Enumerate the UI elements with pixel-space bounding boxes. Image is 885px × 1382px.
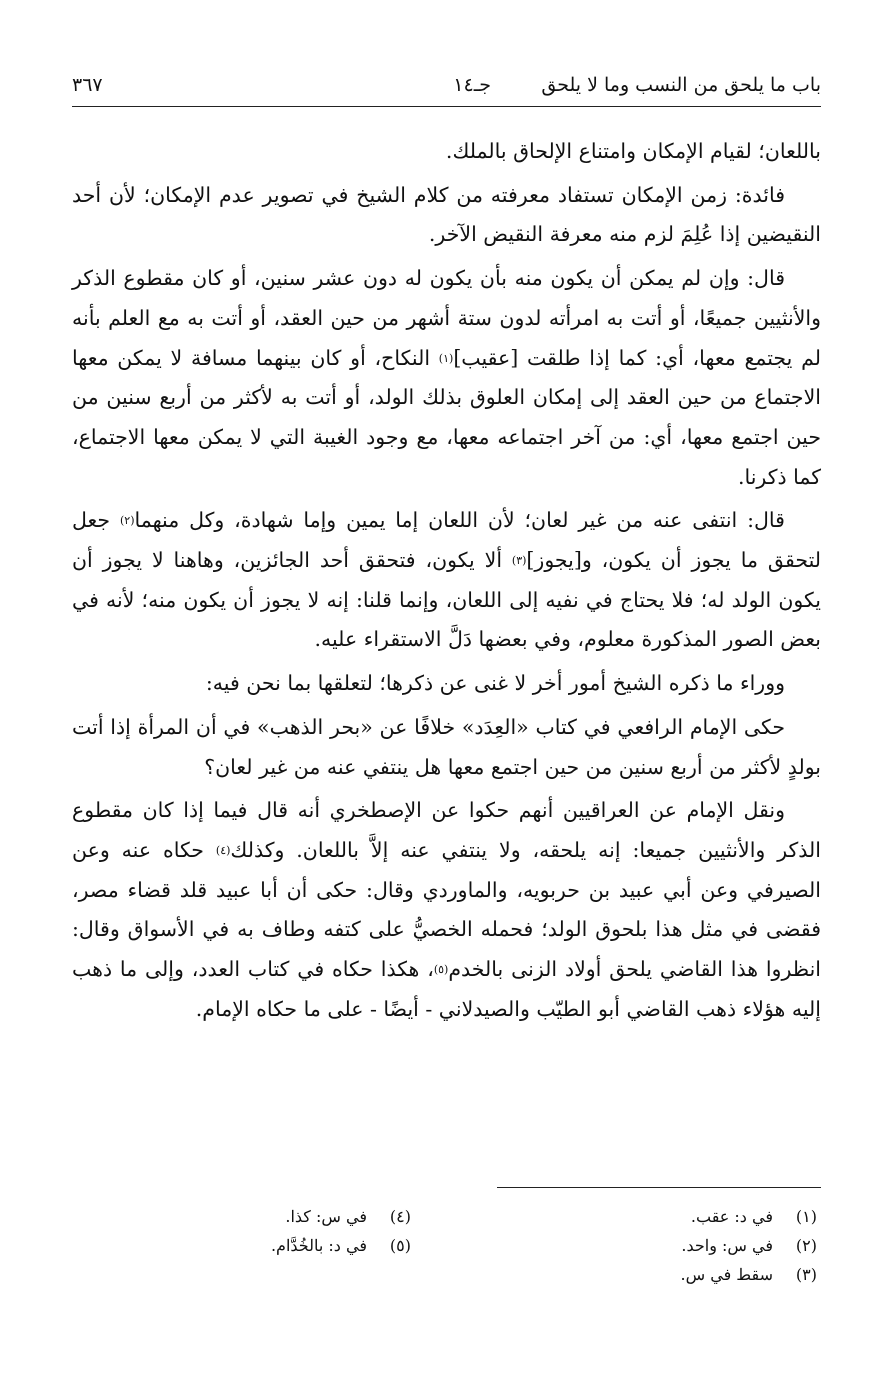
paragraph-1: باللعان؛ لقيام الإمكان وامتناع الإلحاق بالملك. [445,139,821,163]
footnote-item: (٥)في د: بالخُدَّام. [270,1236,411,1255]
main-text [72,132,821,1033]
running-header [72,68,821,102]
footnote-item: (٢)في س: واحد. [681,1236,817,1255]
page-number: ٣٦٧ [72,74,103,96]
footnotes-column-right [477,1202,817,1289]
chapter-title: باب ما يلحق من النسب وما لا يلحق [541,74,821,96]
footnotes-column-left [71,1202,411,1260]
paragraph-2: فائدة: زمن الإمكان تستفاد معرفته من كلام الشيخ في تصوير عدم الإمكان؛ لأن أحد النقيضين إذا عُلِمَ لزم منه معرفة النقيض الآخر. [72,182,821,247]
footnote-item: (٤)في س: كذا. [285,1207,411,1226]
paragraph-6: حكى الإمام الرافعي في كتاب «العِدَد» خلافًا عن «بحر الذهب» في أن المرأة إذا أتت بولدٍ لأكثر من أربع سنين من حين اجتمع معها هل ينتفي عنه من غير لعان؟ [72,714,821,779]
footnote-ref-1: (١) [438,351,454,365]
footnote-ref-4: (٤) [215,843,231,857]
footnote-ref-3: (٣) [511,554,527,568]
footnote-item: (٣)سقط في س. [680,1265,817,1284]
volume-label: جـ١٤ [453,74,491,96]
paragraph-5: ووراء ما ذكره الشيخ أمور أخر لا غنى عن ذكرها؛ لتعلقها بما نحن فيه: [205,671,785,696]
footnote-ref-2: (٢) [119,514,135,528]
paragraph-3: قال: وإن لم يمكن أن يكون منه بأن يكون له دون عشر سنين، أو كان مقطوع الذكر والأنثيين جميعًا، أو أتت به امرأته لدون ستة أشهر من حين العقد، أو أتت به مع العلم بأنه لم يجتمع معها، أي: كما إذا طلقت [عقيب]$^{(١)}$ النكاح، أو كان بينهما مسافة لا يمكن معها الاجتماع من حين العقد إلى إمكان العلوق بذلك الولد، أو أتت به لأكثر من أربع سنين من حين اجتمع معها، أي: من آخر اجتماعه معها، مع وجود الغيبة التي لا يمكن معها الاجتماع، كما ذكرنا. [72,266,821,489]
paragraph-4: قال: انتفى عنه من غير لعان؛ لأن اللعان إما يمين وإما شهادة، وكل منهما$^{(٢)}$ جعل لتحقق ما يجوز أن يكون، و[يجوز]$^{(٣)}$ ألا يكون، فتحقق أحد الجائزين، وهاهنا لا يجوز أن يكون الولد له؛ فلا يحتاج في نفيه إلى اللعان، وإنما قلنا: إنه لا يجوز أن يكون منه؛ لأنه في بعض الصور المذكورة معلوم، وفي بعضها دَلَّ الاستقراء عليه. [72,508,821,652]
footnote-ref-5: (٥) [433,963,449,977]
footnote-item: (١)في د: عقب. [690,1207,817,1226]
footnote-divider [497,1187,821,1188]
header-divider [72,106,821,107]
paragraph-7: ونقل الإمام عن العراقيين أنهم حكوا عن الإصطخري أنه قال فيما إذا كان مقطوع الذكر والأنثيين جميعا: إنه يلحقه، ولا ينتفي عنه إلاَّ باللعان. وكذلك$^{(٤)}$ حكاه عنه وعن الصيرفي وعن أبي عبيد بن حربويه، والماوردي وقال: حكى أن أبا عبيد قلد قضاء مصر، فقضى في مثل هذا بلحوق الولد؛ فحمله الخصيُّ على كتفه وطاف به في الأسواق وقال: انظروا هذا القاضي يلحق أولاد الزنى بالخدم$^{(٥)}$، هكذا حكاه في كتاب العدد، وإلى ما ذهب إليه هؤلاء ذهب القاضي أبو الطيّب والصيدلاني - أيضًا - على ما حكاه الإمام. [72,798,821,1021]
